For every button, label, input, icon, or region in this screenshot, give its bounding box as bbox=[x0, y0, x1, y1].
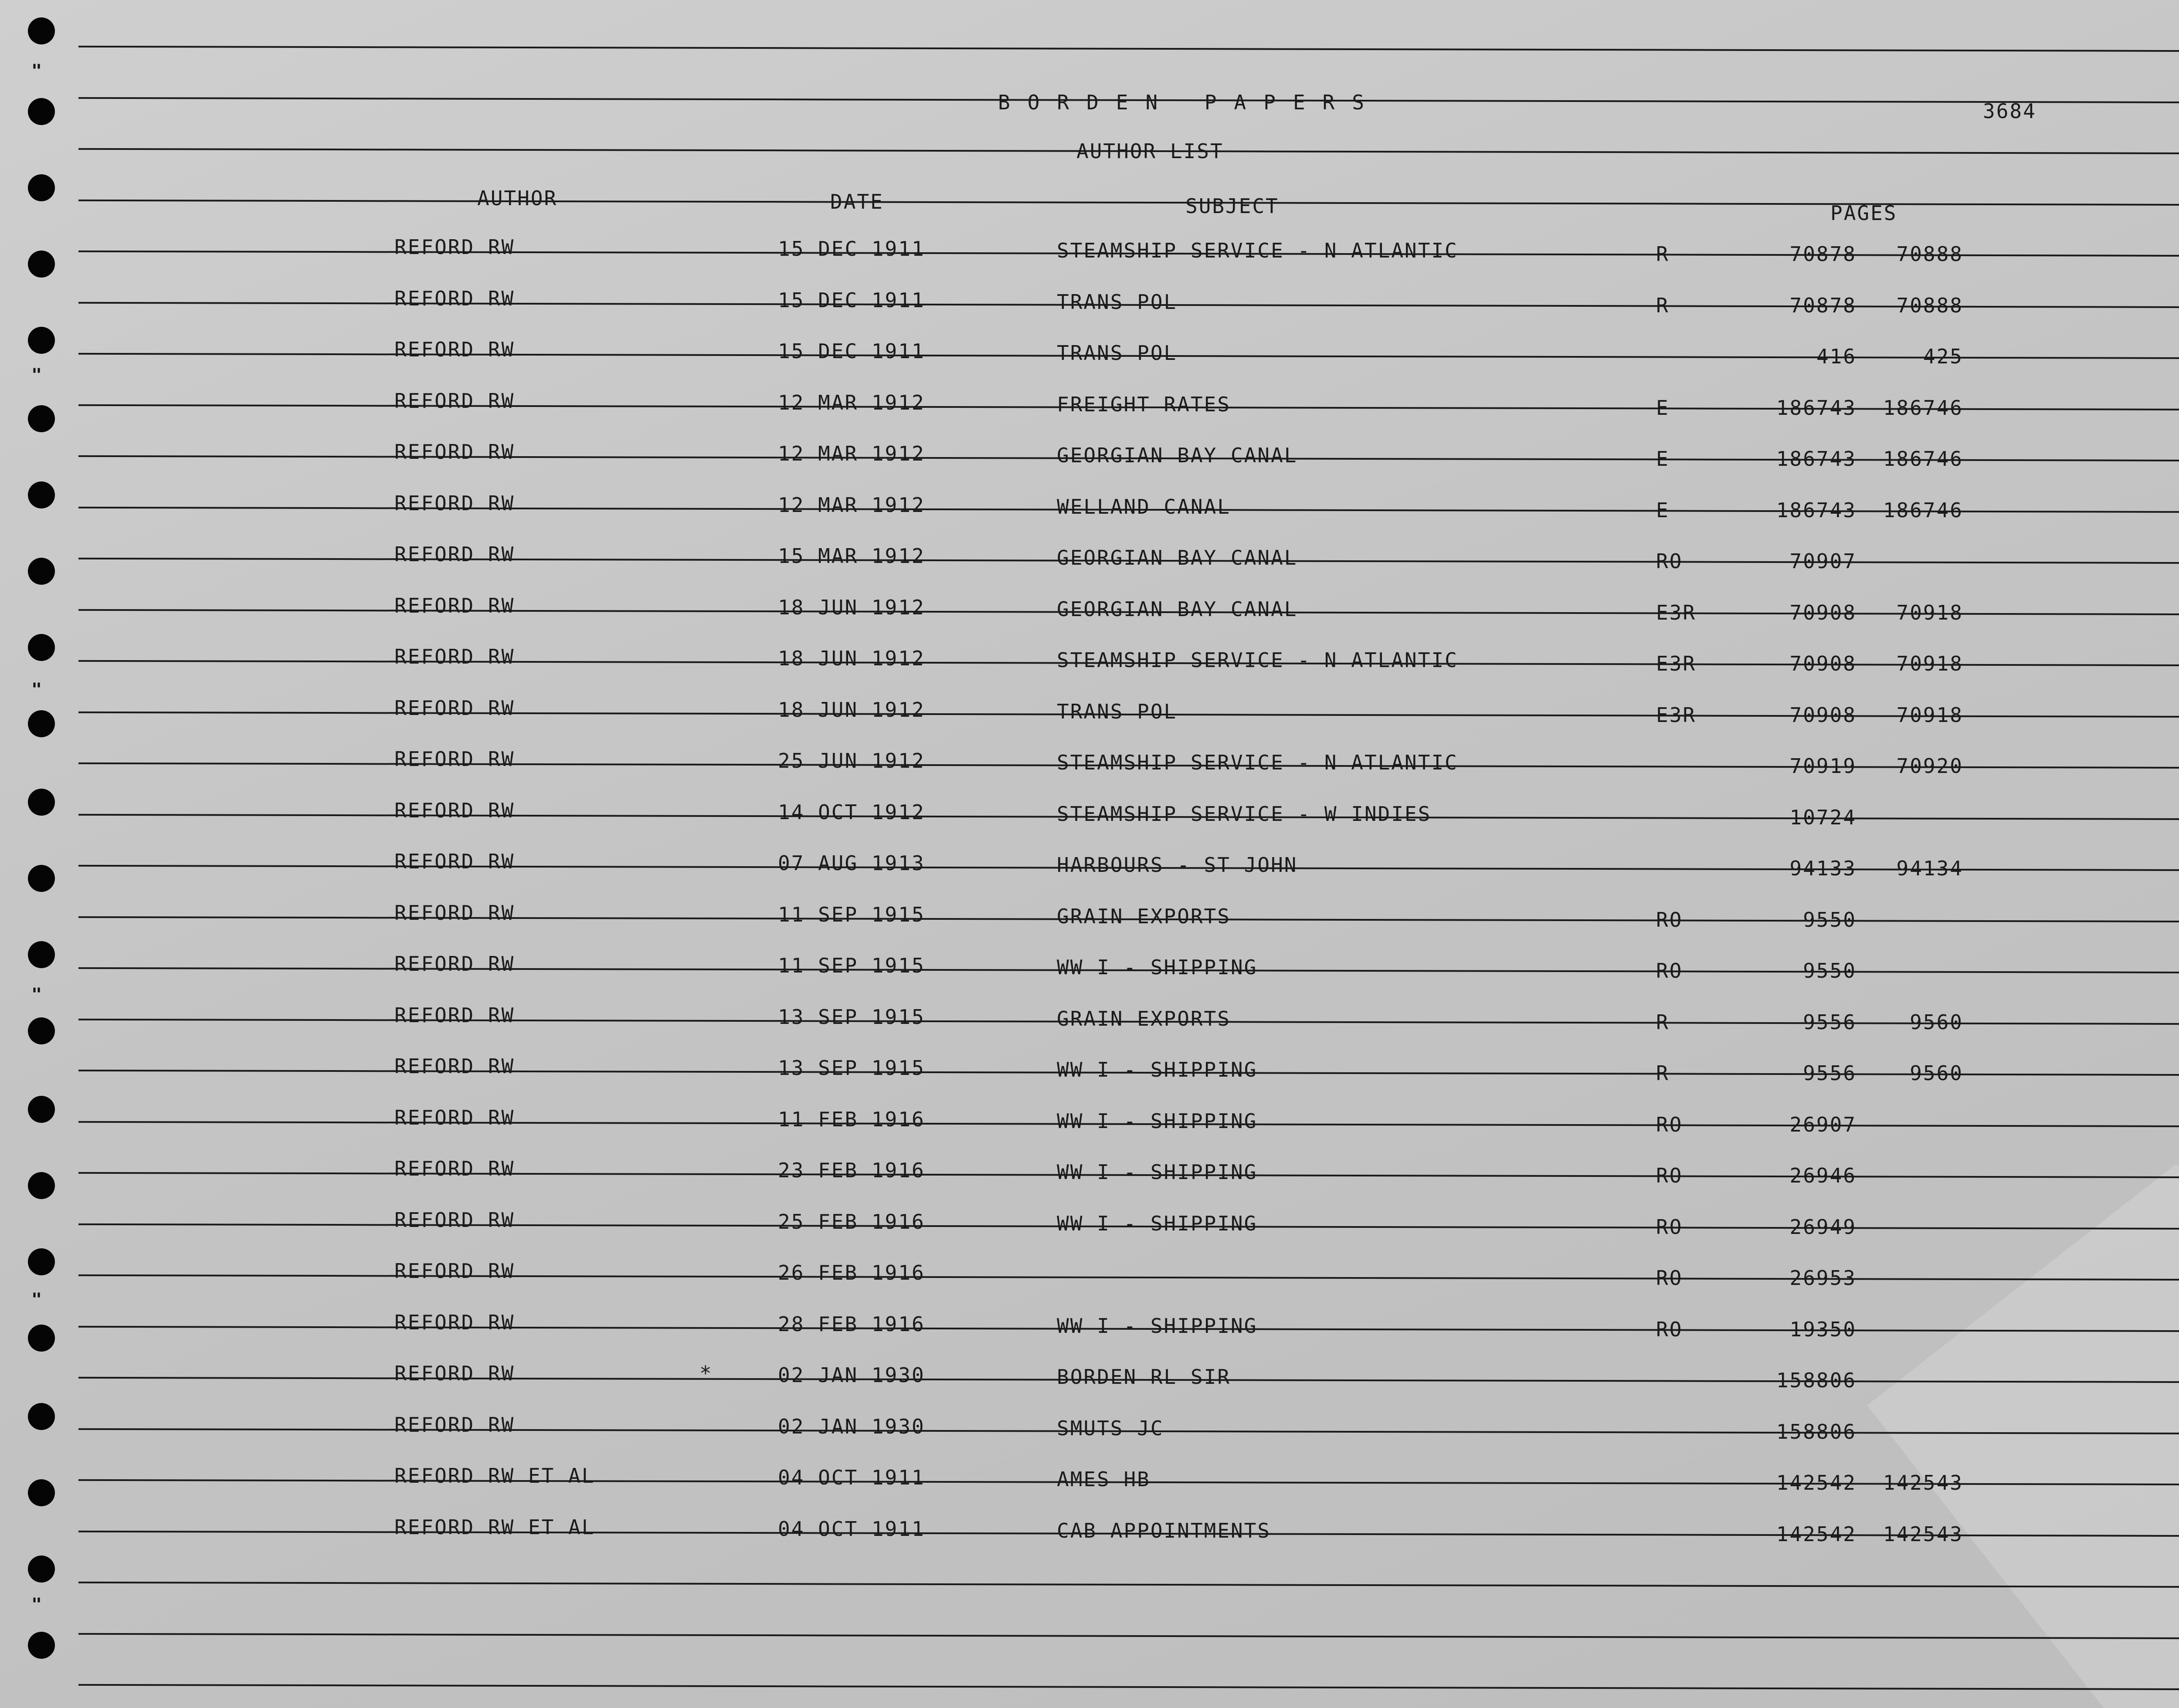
author-cell: REFORD RW bbox=[394, 440, 515, 464]
page-start-cell: 70908 bbox=[1789, 652, 1857, 675]
author-cell: REFORD RW bbox=[394, 850, 515, 873]
table-row bbox=[0, 1311, 2179, 1362]
subject-cell: TRANS POL bbox=[1057, 699, 1178, 723]
author-cell: REFORD RW bbox=[394, 952, 515, 976]
author-cell: REFORD RW bbox=[394, 798, 515, 822]
code-cell: R bbox=[1656, 1061, 1670, 1085]
subject-cell: TRANS POL bbox=[1057, 341, 1178, 365]
author-cell: REFORD RW ET AL bbox=[394, 1515, 595, 1539]
page-end-cell: 70888 bbox=[1896, 293, 1963, 317]
subject-cell: FREIGHT RATES bbox=[1057, 392, 1231, 416]
page-start-cell: 416 bbox=[1816, 345, 1857, 368]
feed-tick: " bbox=[31, 365, 43, 385]
sprocket-hole bbox=[28, 1632, 55, 1659]
table-row bbox=[0, 542, 2179, 593]
page-end-cell: 70918 bbox=[1896, 703, 1963, 727]
page-end-cell: 70918 bbox=[1896, 600, 1963, 624]
ruled-line bbox=[78, 1582, 2179, 1588]
subject-cell: STEAMSHIP SERVICE - W INDIES bbox=[1057, 802, 1432, 826]
column-header-pages: PAGES bbox=[1830, 201, 1897, 225]
feed-tick: " bbox=[31, 1290, 43, 1310]
author-cell: REFORD RW bbox=[394, 235, 515, 259]
date-cell: 18 JUN 1912 bbox=[778, 698, 925, 722]
author-cell: REFORD RW bbox=[394, 1157, 515, 1180]
ruled-line bbox=[78, 1684, 2179, 1690]
date-cell: 02 JAN 1930 bbox=[778, 1363, 925, 1387]
page-start-cell: 26953 bbox=[1789, 1266, 1857, 1290]
page-start-cell: 9556 bbox=[1803, 1061, 1857, 1085]
page-start-cell: 19350 bbox=[1789, 1317, 1857, 1341]
subject-cell: WW I - SHIPPING bbox=[1057, 956, 1258, 979]
table-row bbox=[0, 594, 2179, 645]
date-cell: 02 JAN 1930 bbox=[778, 1414, 925, 1438]
subject-cell: TRANS POL bbox=[1057, 290, 1178, 314]
author-cell: REFORD RW bbox=[394, 747, 515, 771]
marker-cell: * bbox=[699, 1362, 713, 1385]
page-start-cell: 26946 bbox=[1789, 1164, 1857, 1187]
subject-cell: WW I - SHIPPING bbox=[1057, 1314, 1258, 1338]
date-cell: 25 JUN 1912 bbox=[778, 749, 925, 773]
author-cell: REFORD RW bbox=[394, 491, 515, 515]
table-row bbox=[0, 1157, 2179, 1208]
feed-tick: " bbox=[31, 680, 43, 700]
date-cell: 04 OCT 1911 bbox=[778, 1517, 925, 1541]
code-cell: R bbox=[1656, 1010, 1670, 1034]
page-end-cell: 70888 bbox=[1896, 242, 1963, 266]
page-end-cell: 186746 bbox=[1883, 447, 1963, 471]
code-cell: RO bbox=[1656, 1317, 1683, 1341]
page-start-cell: 142542 bbox=[1776, 1522, 1857, 1546]
date-cell: 28 FEB 1916 bbox=[778, 1312, 925, 1336]
table-row bbox=[0, 1003, 2179, 1054]
page-start-cell: 94133 bbox=[1789, 857, 1857, 880]
subject-cell: AMES HB bbox=[1057, 1467, 1151, 1491]
code-cell: RO bbox=[1656, 908, 1683, 932]
code-cell: E bbox=[1656, 396, 1670, 420]
ruled-line bbox=[78, 1633, 2179, 1639]
code-cell: RO bbox=[1656, 1215, 1683, 1239]
subject-cell: GRAIN EXPORTS bbox=[1057, 1006, 1231, 1030]
sprocket-hole bbox=[28, 98, 55, 125]
page-end-cell: 9560 bbox=[1910, 1061, 1963, 1085]
table-row bbox=[0, 389, 2179, 440]
code-cell: E3R bbox=[1656, 703, 1697, 727]
page-start-cell: 186743 bbox=[1776, 447, 1857, 471]
date-cell: 12 MAR 1912 bbox=[778, 442, 925, 465]
page-end-cell: 142543 bbox=[1883, 1522, 1963, 1546]
date-cell: 13 SEP 1915 bbox=[778, 1056, 925, 1080]
author-cell: REFORD RW bbox=[394, 1054, 515, 1078]
page-start-cell: 186743 bbox=[1776, 498, 1857, 522]
code-cell: RO bbox=[1656, 1112, 1683, 1136]
subject-cell: WELLAND CANAL bbox=[1057, 495, 1231, 518]
page-start-cell: 9550 bbox=[1803, 908, 1857, 932]
author-cell: REFORD RW bbox=[394, 1105, 515, 1129]
code-cell: R bbox=[1656, 242, 1670, 266]
table-row bbox=[0, 235, 2179, 286]
date-cell: 07 AUG 1913 bbox=[778, 851, 925, 875]
table-row bbox=[0, 1106, 2179, 1157]
column-header-author: AUTHOR bbox=[477, 186, 558, 210]
sprocket-hole bbox=[28, 174, 55, 201]
subject-cell: WW I - SHIPPING bbox=[1057, 1058, 1258, 1081]
page-end-cell: 142543 bbox=[1883, 1471, 1963, 1494]
date-cell: 26 FEB 1916 bbox=[778, 1261, 925, 1284]
feed-tick: " bbox=[31, 1595, 43, 1615]
report-title: BORDEN PAPERS bbox=[998, 91, 1382, 114]
author-cell: REFORD RW bbox=[394, 593, 515, 617]
report-subtitle: AUTHOR LIST bbox=[1076, 139, 1224, 163]
table-row bbox=[0, 1208, 2179, 1259]
date-cell: 04 OCT 1911 bbox=[778, 1466, 925, 1489]
subject-cell: WW I - SHIPPING bbox=[1057, 1160, 1258, 1184]
sprocket-hole bbox=[28, 17, 55, 44]
subject-cell: STEAMSHIP SERVICE - N ATLANTIC bbox=[1057, 751, 1458, 774]
date-cell: 12 MAR 1912 bbox=[778, 493, 925, 517]
date-cell: 15 DEC 1911 bbox=[778, 288, 925, 312]
page-end-cell: 70918 bbox=[1896, 652, 1963, 675]
subject-cell: CAB APPOINTMENTS bbox=[1057, 1518, 1271, 1542]
code-cell: E bbox=[1656, 447, 1670, 471]
page-end-cell: 70920 bbox=[1896, 754, 1963, 778]
page-end-cell: 425 bbox=[1923, 345, 1963, 368]
author-cell: REFORD RW bbox=[394, 389, 515, 413]
page-start-cell: 9556 bbox=[1803, 1010, 1857, 1034]
table-row bbox=[0, 799, 2179, 850]
author-cell: REFORD RW bbox=[394, 286, 515, 310]
feed-tick: " bbox=[31, 985, 43, 1005]
date-cell: 13 SEP 1915 bbox=[778, 1005, 925, 1029]
author-cell: REFORD RW bbox=[394, 1310, 515, 1334]
table-row bbox=[0, 645, 2179, 696]
page-start-cell: 26949 bbox=[1789, 1215, 1857, 1239]
table-row bbox=[0, 1413, 2179, 1464]
subject-cell: GEORGIAN BAY CANAL bbox=[1057, 444, 1298, 467]
author-cell: REFORD RW bbox=[394, 1413, 515, 1437]
code-cell: RO bbox=[1656, 1266, 1683, 1290]
date-cell: 18 JUN 1912 bbox=[778, 647, 925, 670]
table-row bbox=[0, 696, 2179, 747]
column-header-date: DATE bbox=[830, 190, 884, 214]
page-start-cell: 70908 bbox=[1789, 600, 1857, 624]
table-row bbox=[0, 440, 2179, 491]
page-start-cell: 70878 bbox=[1789, 293, 1857, 317]
table-row bbox=[0, 1054, 2179, 1105]
subject-cell: WW I - SHIPPING bbox=[1057, 1211, 1258, 1235]
author-cell: REFORD RW bbox=[394, 645, 515, 668]
date-cell: 11 FEB 1916 bbox=[778, 1107, 925, 1131]
page-start-cell: 70919 bbox=[1789, 754, 1857, 778]
page-start-cell: 142542 bbox=[1776, 1471, 1857, 1494]
table-row bbox=[0, 491, 2179, 542]
table-row bbox=[0, 901, 2179, 952]
page-start-cell: 70907 bbox=[1789, 549, 1857, 573]
author-cell: REFORD RW bbox=[394, 1259, 515, 1283]
page-end-cell: 186746 bbox=[1883, 396, 1963, 420]
author-cell: REFORD RW ET AL bbox=[394, 1464, 595, 1488]
table-row bbox=[0, 1515, 2179, 1566]
date-cell: 11 SEP 1915 bbox=[778, 902, 925, 926]
subject-cell: WW I - SHIPPING bbox=[1057, 1109, 1258, 1133]
date-cell: 15 DEC 1911 bbox=[778, 339, 925, 363]
page-start-cell: 186743 bbox=[1776, 396, 1857, 420]
date-cell: 23 FEB 1916 bbox=[778, 1159, 925, 1182]
author-cell: REFORD RW bbox=[394, 696, 515, 720]
page-start-cell: 26907 bbox=[1789, 1112, 1857, 1136]
subject-cell: GRAIN EXPORTS bbox=[1057, 904, 1231, 928]
table-row bbox=[0, 1464, 2179, 1515]
code-cell: E bbox=[1656, 498, 1670, 522]
subject-cell: SMUTS JC bbox=[1057, 1416, 1164, 1440]
ruled-line bbox=[78, 46, 2179, 52]
table-row bbox=[0, 287, 2179, 338]
page-start-cell: 10724 bbox=[1789, 805, 1857, 829]
subject-cell: STEAMSHIP SERVICE - N ATLANTIC bbox=[1057, 648, 1458, 672]
table-row bbox=[0, 952, 2179, 1003]
page-start-cell: 9550 bbox=[1803, 959, 1857, 983]
date-cell: 18 JUN 1912 bbox=[778, 595, 925, 619]
page-start-cell: 70908 bbox=[1789, 703, 1857, 727]
column-header-subject: SUBJECT bbox=[1185, 194, 1279, 218]
page-end-cell: 9560 bbox=[1910, 1010, 1963, 1034]
page-start-cell: 158806 bbox=[1776, 1420, 1857, 1444]
subject-cell: GEORGIAN BAY CANAL bbox=[1057, 597, 1298, 621]
author-cell: REFORD RW bbox=[394, 542, 515, 566]
code-cell: E3R bbox=[1656, 652, 1697, 675]
feed-tick: " bbox=[31, 61, 43, 81]
table-row bbox=[0, 1362, 2179, 1413]
date-cell: 11 SEP 1915 bbox=[778, 954, 925, 977]
code-cell: RO bbox=[1656, 1164, 1683, 1187]
date-cell: 15 MAR 1912 bbox=[778, 544, 925, 568]
table-row bbox=[0, 1259, 2179, 1310]
subject-cell: BORDEN RL SIR bbox=[1057, 1365, 1231, 1389]
page-start-cell: 70878 bbox=[1789, 242, 1857, 266]
page-end-cell: 94134 bbox=[1896, 857, 1963, 880]
author-cell: REFORD RW bbox=[394, 1362, 515, 1385]
code-cell: R bbox=[1656, 293, 1670, 317]
subject-cell: GEORGIAN BAY CANAL bbox=[1057, 546, 1298, 569]
subject-cell: STEAMSHIP SERVICE - N ATLANTIC bbox=[1057, 239, 1458, 262]
author-cell: REFORD RW bbox=[394, 1208, 515, 1232]
author-cell: REFORD RW bbox=[394, 1003, 515, 1027]
table-row bbox=[0, 850, 2179, 901]
author-cell: REFORD RW bbox=[394, 338, 515, 361]
date-cell: 14 OCT 1912 bbox=[778, 800, 925, 824]
author-cell: REFORD RW bbox=[394, 901, 515, 925]
date-cell: 25 FEB 1916 bbox=[778, 1210, 925, 1234]
page-end-cell: 186746 bbox=[1883, 498, 1963, 522]
table-row bbox=[0, 338, 2179, 389]
date-cell: 12 MAR 1912 bbox=[778, 390, 925, 414]
date-cell: 15 DEC 1911 bbox=[778, 237, 925, 261]
page-start-cell: 158806 bbox=[1776, 1369, 1857, 1392]
code-cell: E3R bbox=[1656, 600, 1697, 624]
page-number: 3684 bbox=[1983, 99, 2036, 123]
code-cell: RO bbox=[1656, 549, 1683, 573]
code-cell: RO bbox=[1656, 959, 1683, 983]
subject-cell: HARBOURS - ST JOHN bbox=[1057, 853, 1298, 877]
table-row bbox=[0, 747, 2179, 798]
